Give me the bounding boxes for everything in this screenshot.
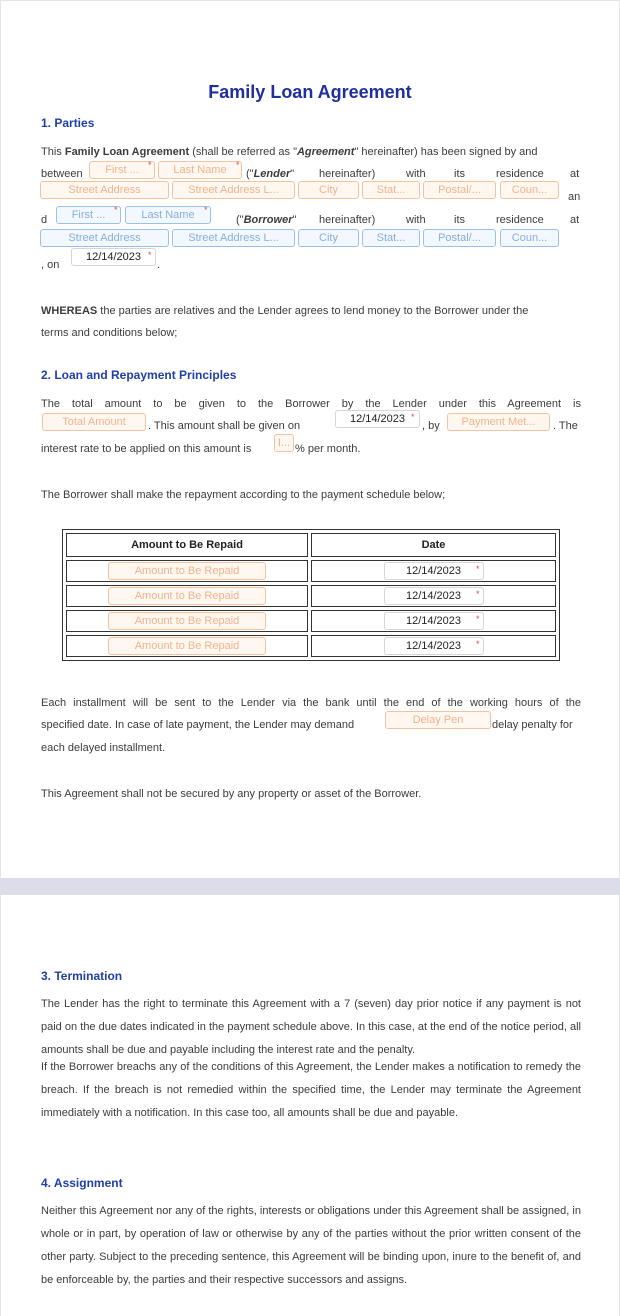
at-text: at: [570, 214, 580, 226]
required-marker: *: [236, 160, 240, 170]
table-row: [66, 635, 556, 657]
borrower-city-input[interactable]: City: [298, 229, 359, 247]
repay-date-input[interactable]: [384, 637, 484, 655]
installment-line1: Each installment will be sent to the Lender via the bank until the end of the working hours of the: [41, 697, 581, 709]
repay-date-input[interactable]: [384, 562, 484, 580]
lender-first-name-input[interactable]: First ...: [89, 161, 155, 179]
with-text: with: [406, 168, 426, 180]
table-row: [66, 610, 556, 632]
required-marker: *: [148, 160, 152, 170]
with-text: with: [406, 214, 426, 226]
required-marker: *: [475, 589, 480, 599]
borrower-role: ("Borrower": [236, 214, 297, 226]
borrower-country-input[interactable]: Coun...: [500, 229, 559, 247]
section-heading-assignment: 4. Assignment: [41, 1176, 123, 1190]
lender-street2-input[interactable]: Street Address L...: [172, 181, 295, 199]
given-on-text: . This amount shall be given on: [148, 420, 301, 432]
lender-last-name-input[interactable]: Last Name: [158, 161, 242, 179]
section-heading-loan: 2. Loan and Repayment Principles: [41, 368, 237, 382]
interest-rate-input[interactable]: I...: [274, 434, 294, 452]
lender-postal-input[interactable]: Postal/...: [423, 181, 496, 199]
interest-text: interest rate to be applied on this amount is: [41, 443, 252, 455]
payment-method-input[interactable]: Payment Met...: [447, 413, 550, 431]
whereas-line1: WHEREAS the parties are relatives and the Lender agrees to lend money to the Borrower under the: [41, 305, 529, 317]
repay-amount-input[interactable]: Amount to Be Repaid: [108, 637, 266, 655]
on-text: , on: [41, 259, 60, 271]
whereas-line2: terms and conditions below;: [41, 327, 178, 339]
lender-country-input[interactable]: Coun...: [500, 181, 559, 199]
agreement-date-input[interactable]: 12/14/2023: [71, 248, 156, 266]
required-marker: *: [114, 205, 118, 215]
loan-line1: The total amount to be given to the Borrower by the Lender under this Agreement is: [41, 398, 581, 410]
repay-date-value: 12/14/2023: [405, 565, 462, 577]
column-header-amount: Amount to Be Repaid: [66, 533, 308, 557]
required-marker: *: [475, 639, 480, 649]
borrower-state-input[interactable]: Stat...: [362, 229, 420, 247]
required-marker: *: [411, 412, 415, 422]
repay-date-value: 12/14/2023: [405, 615, 462, 627]
borrower-street2-input[interactable]: Street Address L...: [172, 229, 295, 247]
per-month-text: % per month.: [295, 443, 361, 455]
by-text: , by: [422, 420, 440, 432]
lender-city-input[interactable]: City: [298, 181, 359, 199]
installment-line2-pre: specified date. In case of late payment, the Lender may demand: [41, 719, 355, 731]
repay-amount-input[interactable]: Amount to Be Repaid: [108, 562, 266, 580]
residence-text: residence: [496, 214, 544, 226]
termination-para1: The Lender has the right to terminate this Agreement with a 7 (seven) day prior notice if any payment is not paid on the due dates indicated in the payment schedule above. In this case, at the end of the notice period, all amounts shall be due and payable including the interest rate and the penalty.: [41, 998, 581, 1056]
between-label: between: [41, 168, 83, 180]
termination-para2: If the Borrower breachs any of the conditions of this Agreement, the Lender makes a notification to remedy the breach. If the breach is not remedied within the specified time, the Lender may terminate the Agreement immediately with a notification. In this case too, all amounts shall be due and payable.: [41, 1061, 581, 1119]
total-amount-input[interactable]: Total Amount: [42, 413, 146, 431]
required-marker: *: [148, 250, 152, 260]
residence-text: residence: [496, 168, 544, 180]
payment-schedule-table: [62, 529, 560, 661]
borrower-last-name-input[interactable]: Last Name: [125, 206, 211, 224]
intro-text-post: " hereinafter) has been signed by and: [354, 146, 538, 158]
installment-line2-post: delay penalty for: [492, 719, 573, 731]
an-text: an: [568, 191, 581, 203]
delay-penalty-input[interactable]: Delay Pen: [385, 711, 491, 729]
loan-date-input[interactable]: 12/14/2023: [335, 410, 420, 428]
at-text: at: [570, 168, 580, 180]
required-marker: *: [475, 614, 480, 624]
borrower-street-input[interactable]: Street Address: [40, 229, 169, 247]
table-row: [66, 585, 556, 607]
borrower-postal-input[interactable]: Postal/...: [423, 229, 496, 247]
its-text: its: [454, 214, 465, 226]
section-heading-parties: 1. Parties: [41, 116, 95, 130]
table-row: [66, 560, 556, 582]
table-header-row: [66, 533, 556, 557]
hereinafter-text: hereinafter): [319, 168, 376, 180]
lender-state-input[interactable]: Stat...: [362, 181, 420, 199]
installment-line3: each delayed installment.: [41, 742, 166, 754]
period-text: .: [157, 259, 161, 271]
assignment-para: Neither this Agreement nor any of the rights, interests or obligations under this Agreement shall be assigned, in whole or in part, by operation of law or otherwise by any of the parties without the prior written consent of the other party. Subject to the preceding sentence, this Agreement will be binding upon, inure to the benefit of, and be enforceable by, the parties and their respective successors and assigns.: [41, 1205, 581, 1286]
hereinafter-text: hereinafter): [319, 214, 376, 226]
repay-amount-input[interactable]: Amount to Be Repaid: [108, 587, 266, 605]
borrower-first-name-input[interactable]: First ...: [56, 206, 121, 224]
intro-text-mid: (shall be referred as ": [189, 146, 297, 158]
schedule-intro: The Borrower shall make the repayment according to the payment schedule below;: [41, 489, 446, 501]
the-text: . The: [553, 420, 578, 432]
lender-role: ("Lender": [246, 168, 295, 180]
required-marker: *: [204, 205, 208, 215]
d-text: d: [41, 214, 48, 226]
security-statement: This Agreement shall not be secured by any property or asset of the Borrower.: [41, 788, 422, 800]
repay-date-input[interactable]: [384, 587, 484, 605]
repay-date-input[interactable]: [384, 612, 484, 630]
lender-street-input[interactable]: Street Address: [40, 181, 169, 199]
page-separator: [0, 878, 620, 895]
repay-date-value: 12/14/2023: [405, 590, 462, 602]
intro-text: This: [41, 146, 65, 158]
column-header-date: Date: [311, 533, 556, 557]
repay-date-value: 12/14/2023: [405, 640, 462, 652]
required-marker: *: [475, 564, 480, 574]
intro-agreement-term: Agreement: [296, 146, 355, 158]
intro-bold: Family Loan Agreement: [64, 146, 190, 158]
document-title: Family Loan Agreement: [208, 82, 412, 102]
parties-intro: [41, 146, 581, 158]
section-heading-termination: 3. Termination: [41, 969, 123, 983]
its-text: its: [454, 168, 465, 180]
repay-amount-input[interactable]: Amount to Be Repaid: [108, 612, 266, 630]
